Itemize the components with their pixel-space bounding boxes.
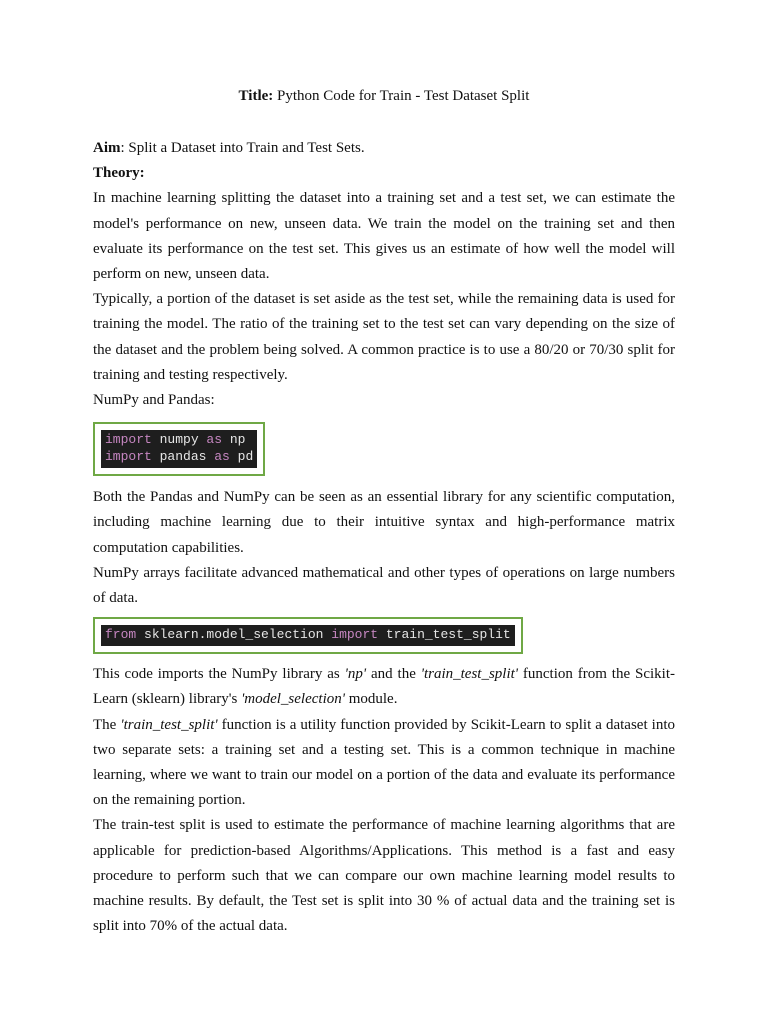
paragraph-libraries: Both the Pandas and NumPy can be seen as an essential library for any scientific computation, including machine learning due to their intuitive syntax and high-performance matrix computation capabilities.: [93, 489, 675, 556]
italic-term: 'np': [344, 666, 367, 683]
aim-label: Aim: [93, 140, 121, 156]
title-label: Title:: [238, 88, 274, 104]
theory-heading-text: Theory:: [93, 165, 145, 182]
theory-heading: [93, 161, 675, 186]
code-block-sklearn-content: [101, 625, 515, 646]
italic-term: 'train_test_split': [120, 716, 218, 733]
code-keyword: from: [105, 627, 137, 643]
code-keyword: as: [214, 449, 230, 465]
document-body: [93, 136, 675, 939]
text-run: module.: [344, 691, 398, 708]
paragraph-split-usage: The train-test split is used to estimate the performance of machine learning algorithms that are applicable for prediction-based Algorithms/Applications. This method is a fast and easy procedure to perform such that we can compare our own machine learning model results to machine results. By default, the Test set is split into 30 % of actual data and the training set is split into 70% of the actual data.: [93, 817, 675, 935]
text-run: function is a utility function provided by Scikit-Learn to split a dataset into two separate sets: a training set and a testing set. This is a common technique in machine learning, where we want to train our model on a portion of the data and evaluate its performance on the remaining portion.: [93, 716, 675, 809]
text-run: and the: [366, 666, 421, 683]
paragraph-intro: In machine learning splitting the dataset into a training set and a test set, we can estimate the model's performance on new, unseen data. We train the model on the training set and then evaluate its performance on the test set. This gives us an estimate of how well the model will perform on new, unseen data.: [93, 190, 675, 283]
paragraph-ratio: Typically, a portion of the dataset is set aside as the test set, while the remaining data is used for training the model. The ratio of the training set to the test set can vary depending on the size of the dataset and the problem being solved. A common practice is to use a 80/20 or 70/30 split for training and testing respectively.: [93, 291, 675, 383]
paragraph-numpy-pandas-heading: NumPy and Pandas:: [93, 392, 215, 409]
paragraph-train-test-split: [93, 713, 675, 814]
aim-line: [93, 136, 675, 161]
code-keyword: import: [331, 627, 379, 643]
code-keyword: as: [206, 432, 223, 448]
paragraph-code-explanation: [93, 662, 675, 712]
text-run: The: [93, 716, 121, 733]
code-module: pandas: [151, 449, 215, 465]
code-block-imports: [93, 422, 265, 476]
code-keyword: import: [105, 449, 152, 465]
code-keyword: import: [105, 432, 152, 448]
aim-text: : Split a Dataset into Train and Test Sets.: [120, 140, 365, 156]
text-run: This code imports the NumPy library as: [93, 666, 345, 683]
code-alias: pd: [229, 449, 254, 465]
italic-term: 'train_test_split': [420, 666, 518, 683]
code-block-imports-content: [101, 430, 257, 468]
document-title: [93, 87, 675, 105]
code-alias: np: [222, 432, 246, 448]
paragraph-numpy-arrays: NumPy arrays facilitate advanced mathematical and other types of operations on large numbers of data.: [93, 564, 675, 607]
code-block-sklearn-import: [93, 617, 523, 654]
code-module: sklearn.model_selection: [136, 627, 332, 643]
code-function-name: train_test_split: [378, 627, 511, 643]
italic-term: 'model_selection': [241, 691, 345, 708]
title-text: Python Code for Train - Test Dataset Split: [273, 88, 530, 104]
text-run: function from the Scikit-Learn (sklearn) library's: [93, 666, 676, 708]
code-module: numpy: [151, 432, 207, 448]
